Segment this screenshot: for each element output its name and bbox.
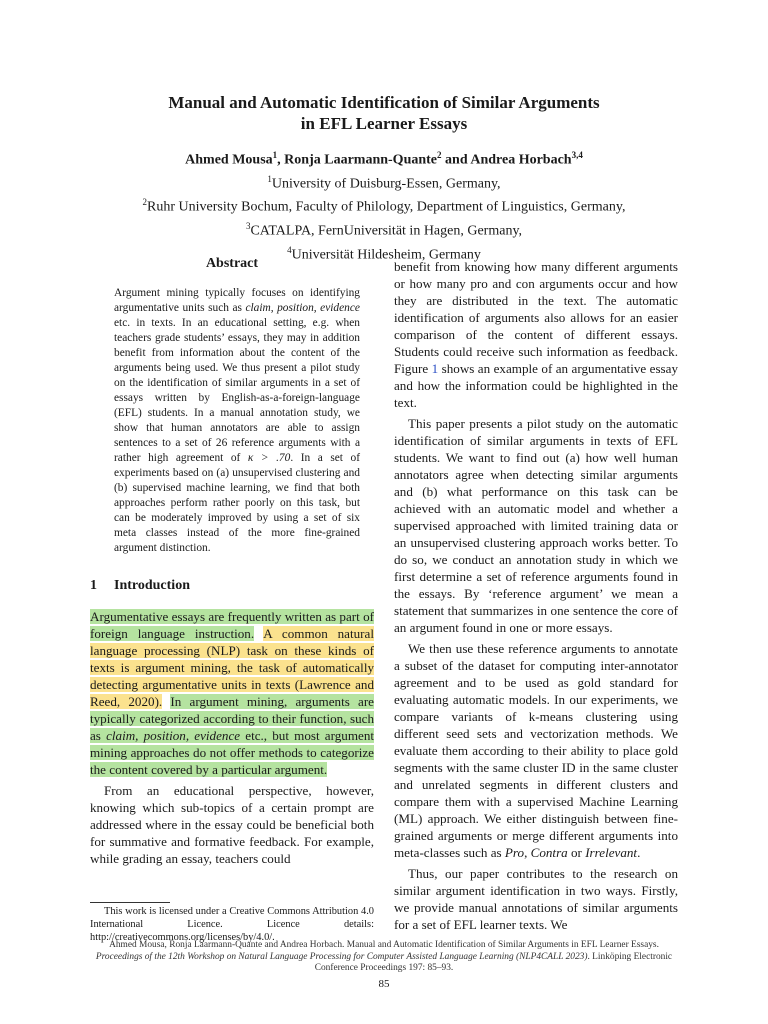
meta-class-irrelevant: Irrelevant (585, 845, 638, 860)
paper-title (80, 92, 688, 134)
abstract-part-1: Argument mining typically focuses on identifying argumentative units such as (114, 287, 360, 314)
affiliation-4-sup: 4 (287, 244, 292, 255)
abstract-emphasis: claim, position, evidence (245, 302, 360, 314)
author-sep-2: and (441, 152, 471, 168)
author-3: Andrea Horbach (470, 152, 572, 168)
intro-paragraph-3: This paper presents a pilot study on the automatic identification of similar arguments in texts of EFL students. We want to find out (a) how well human annotators agree when detecting similar arguments and (b) what performance on this task can be achieved with an automatic model and whether a supervised approached with limited training data or an unsupervised clustering approach works better. To do so, we conduct an annotation study in which we first determine a set of reference arguments found in the essays. By ‘reference argument’ we mean a statement that summarizes in one sentence the core of an argument found in one or more essays. (394, 416, 678, 635)
paragraph-4-sep-2: or (567, 845, 586, 860)
highlight-green-2b: etc., but most argument mining approaches do not offer methods to categorize the content covered by a particular argument. (90, 728, 375, 777)
author-2: Ronja Laarmann-Quante (284, 152, 438, 168)
affiliation-4-text: Universität Hildesheim, Germany (291, 247, 481, 263)
footnote-rule (90, 902, 170, 903)
abstract-part-3: . In a set of experiments based on (a) unsupervised clustering and (b) supervised machine learning, we find that both approaches perform rather poorly on this task, but can be moderately improved by using a set of six meta classes instead of the more fine-grained argument distinction. (114, 452, 360, 554)
abstract-part-2: etc. in texts. In an educational setting, e.g. when teachers grade students’ essays, they may in addition benefit from information about the content of the arguments being used. We thus present a pilot study on the identification of similar arguments in a set of essays written by English-as-a-foreign-language (EFL) students. In a manual annotation study, we show that human annotators are able to assign sentences to a set of 26 reference arguments with a rather high agreement of (114, 317, 360, 464)
author-3-sup: 3,4 (571, 150, 583, 160)
paragraph-4-b: . (637, 845, 641, 860)
title-line-1: Manual and Automatic Identification of Similar Arguments (168, 93, 600, 112)
license-footnote (90, 905, 374, 944)
affiliation-1-text: University of Duisburg-Essen, Germany, (271, 176, 501, 192)
abstract-text (114, 286, 360, 556)
paragraph-4-a: We then use these reference arguments to annotate a subset of the dataset for computing inter-annotator agreement and to be used as gold standard for evaluating automatic models. In our experiments, we compare variants of k-means clustering using different seed sets and vectorization methods. We evaluate them according to their ability to place gold segments with the same cluster ID in the same cluster and unrelated segments in different clusters and compare them with a supervised Machine Learning (ML) approach. We either distinguish between fine-grained arguments or merge different arguments into meta-classes such as (394, 641, 678, 860)
affiliation-2 (80, 193, 688, 217)
intro-paragraph-2: From an educational perspective, however, knowing which sub-topics of a certain prompt are addressed where in the essay could be beneficial both for summative and formative feedback. For example, while grading an essay, teachers could (90, 783, 374, 866)
highlight-yellow: A common natural language processing (NLP) task on these kinds of texts is argument mining, the task of automatically detecting argumentative units in texts (Lawrence and Reed, 2020). (90, 626, 374, 709)
author-2-sup: 2 (437, 150, 442, 160)
citation-tail: . Linköping Electronic Conference Proceedings 197: 85–93. (314, 951, 673, 973)
abstract-heading: Abstract (205, 256, 259, 271)
highlight-green-1: Argumentative essays are frequently written as part of foreign language instruction. (90, 609, 374, 641)
author-1-sup: 1 (272, 150, 278, 160)
figure-reference-link[interactable]: 1 (431, 361, 439, 376)
author-block (80, 146, 688, 264)
affiliation-3-sup: 3 (245, 220, 251, 231)
intro-paragraph-5: Thus, our paper contributes to the research on similar argument identification in two ways. Firstly, we provide manual annotations of similar arguments for a set of EFL learner texts. We (394, 866, 678, 932)
meta-class-pro: Pro (504, 845, 525, 860)
citation-footer (90, 940, 678, 975)
section-heading-introduction (90, 578, 374, 594)
affiliation-2-text: Ruhr University Bochum, Faculty of Philology, Department of Linguistics, Germany, (147, 199, 626, 215)
page-number: 85 (378, 978, 390, 990)
intro-paragraph-4 (394, 640, 678, 861)
title-line-2: in EFL Learner Essays (300, 114, 468, 133)
section-title: Introduction (114, 578, 190, 593)
author-sep-1: , (277, 152, 285, 168)
meta-class-contra: Contra (530, 845, 568, 860)
affiliation-3-text: CATALPA, FernUniversität in Hagen, Germany, (250, 223, 523, 239)
affiliation-1-sup: 1 (267, 173, 272, 184)
citation-plain: Ahmed Mousa, Ronja Laarmann-Quante and Andrea Horbach. Manual and Automatic Identification of Similar Arguments in EFL Learner Essays. (109, 940, 659, 950)
paragraph-4-sep-1: , (524, 845, 531, 860)
highlight-green-2a: In argument mining, arguments are typically categorized according to their function, such as (90, 694, 374, 743)
affiliation-1 (80, 170, 688, 194)
right-column (394, 258, 678, 933)
author-names (80, 146, 688, 170)
section-number: 1 (90, 578, 97, 593)
affiliation-3 (80, 217, 688, 241)
affiliation-2-sup: 2 (142, 197, 148, 208)
intro-paragraph-2-continued (394, 258, 678, 411)
paragraph-2-cont-a: benefit from knowing how many different arguments or how many pro and con arguments occur and how they are distributed in the text. The automatic identification of arguments also allows for an easier comparison of the content of different essays. Students could receive such information as feedback. Figure (394, 259, 678, 376)
paragraph-2-cont-b: shows an example of an argumentative essay and how the information could be highlighted in the text. (394, 361, 678, 410)
highlight-green-2-emphasis: claim, position, evidence (106, 728, 241, 743)
left-column (90, 256, 374, 867)
citation-proceedings: Proceedings of the 12th Workshop on Natural Language Processing for Computer Assisted Language Learning (NLP4CALL 2023) (95, 951, 588, 962)
author-1: Ahmed Mousa (185, 152, 273, 168)
footnote-text: This work is licensed under a Creative Commons Attribution 4.0 International Licence. Licence details: http://creativecommons.org/licenses/by/4.0/. (90, 906, 374, 943)
intro-paragraph-1 (90, 608, 374, 778)
abstract-kappa: κ > .70 (247, 452, 291, 464)
